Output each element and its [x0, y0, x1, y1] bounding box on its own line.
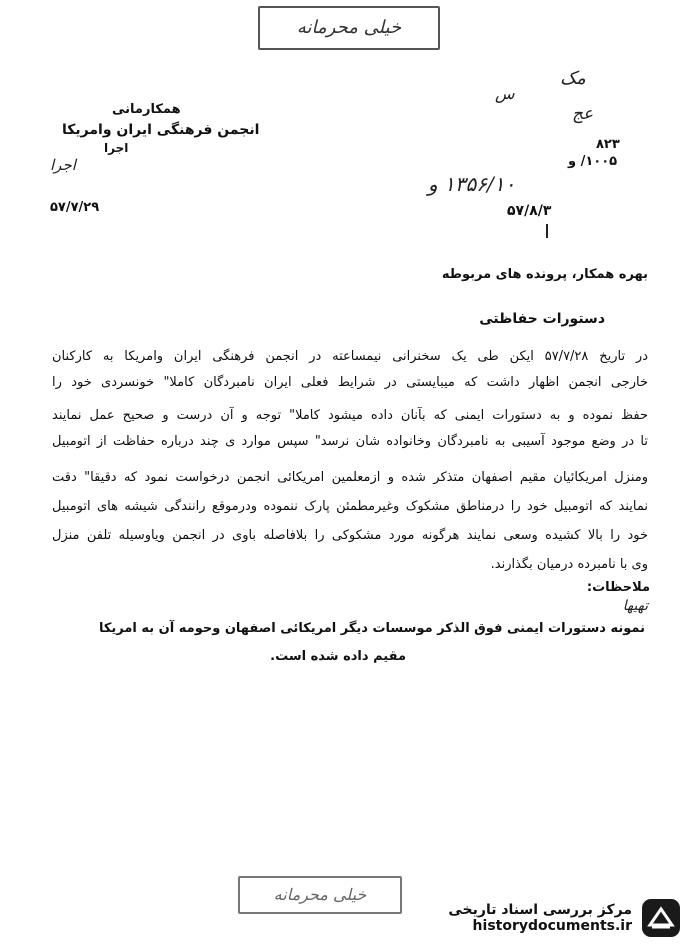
subject-line: دستورات حفاظتی — [479, 311, 605, 327]
sender-line-3: اجرا — [104, 141, 129, 155]
body-line: ومنزل امریکائیان مقیم اصفهان متذکر شده و ازمعلمین امریکائی انجمن درخواست نمود که دقیقا" دقت — [52, 470, 648, 485]
sender-handwritten: اجرا — [50, 156, 76, 174]
reference-number: ۸۲۳ — [596, 137, 620, 152]
handwritten-note-1: مک — [560, 68, 586, 89]
remarks-line-2: مقیم داده شده است. — [270, 649, 406, 664]
registration-date: ۵۷/۸/۳ — [507, 203, 552, 219]
remarks-label: ملاحظات: — [586, 580, 650, 595]
logo-url: historydocuments.ir — [472, 918, 632, 934]
archive-logo — [448, 897, 682, 939]
handwritten-note-3: عج — [572, 104, 594, 124]
body-line: در تاریخ ۵۷/۷/۲۸ ایکن طی یک سخنرانی نیمساعته در انجمن فرهنگی ایران وامریکا به کارکنان — [52, 349, 648, 364]
book-icon — [640, 897, 682, 939]
remarks-handwritten: تهیها — [622, 598, 648, 614]
body-line: خود را بالا کشیده وسعی نمایند هرگونه مورد مشکوکی را بلافاصله باوی در انجمن ویاوسیله تلفن منزل — [52, 528, 648, 543]
classification-stamp-bottom — [238, 876, 402, 914]
body-line-last: وی با نامبرده درمیان بگذارند. — [490, 557, 648, 572]
sender-date: ۵۷/۷/۲۹ — [50, 200, 100, 215]
sender-line-2: انجمن فرهنگی ایران وامریکا — [62, 122, 260, 138]
logo-text — [448, 902, 632, 934]
registration-number: ۱۳۵۶/۱۰ و — [428, 172, 516, 196]
handwritten-note-2: س — [495, 84, 515, 103]
registration-dash — [546, 224, 548, 238]
sender-line-1: همکارمانی — [112, 102, 181, 117]
body-line: خارجی انجمن اظهار داشت که میبایستی در شرایط فعلی ایران نامبردگان کاملا" خونسردی خود را — [52, 375, 648, 390]
body-line: نمایند که اتومبیل خود را درمناطق مشکوک وغیرمطمئن پارک ننموده ودرموقع رانندگی شیشه های اتومبیل — [52, 499, 648, 514]
reference-code: ۱۰۰۵/ و — [568, 154, 618, 169]
body-line: حفظ نموده و به دستورات ایمنی که بآنان داده میشود کاملا" توجه و آن درست و صحیح عمل نمایند — [52, 408, 648, 423]
logo-name: مرکز بررسی اسناد تاریخی — [448, 902, 632, 918]
classification-stamp-top — [258, 6, 440, 50]
body-line: تا در وضع موجود آسیبی به نامبردگان وخانواده شان نرسد" سپس موارد ی چند درباره حفاظت از اتومبیل — [52, 434, 648, 449]
classification-stamp-bottom-text: خیلی محرمانه — [273, 885, 367, 904]
remarks-line-1: نمونه دستورات ایمنی فوق الذکر موسسات دیگر امریکائی اصفهان وحومه آن به امریکا — [98, 621, 645, 636]
classification-stamp-top-text: خیلی محرمانه — [296, 17, 402, 38]
recipient-line: بهره همکار، پرونده های مربوطه — [441, 267, 648, 282]
